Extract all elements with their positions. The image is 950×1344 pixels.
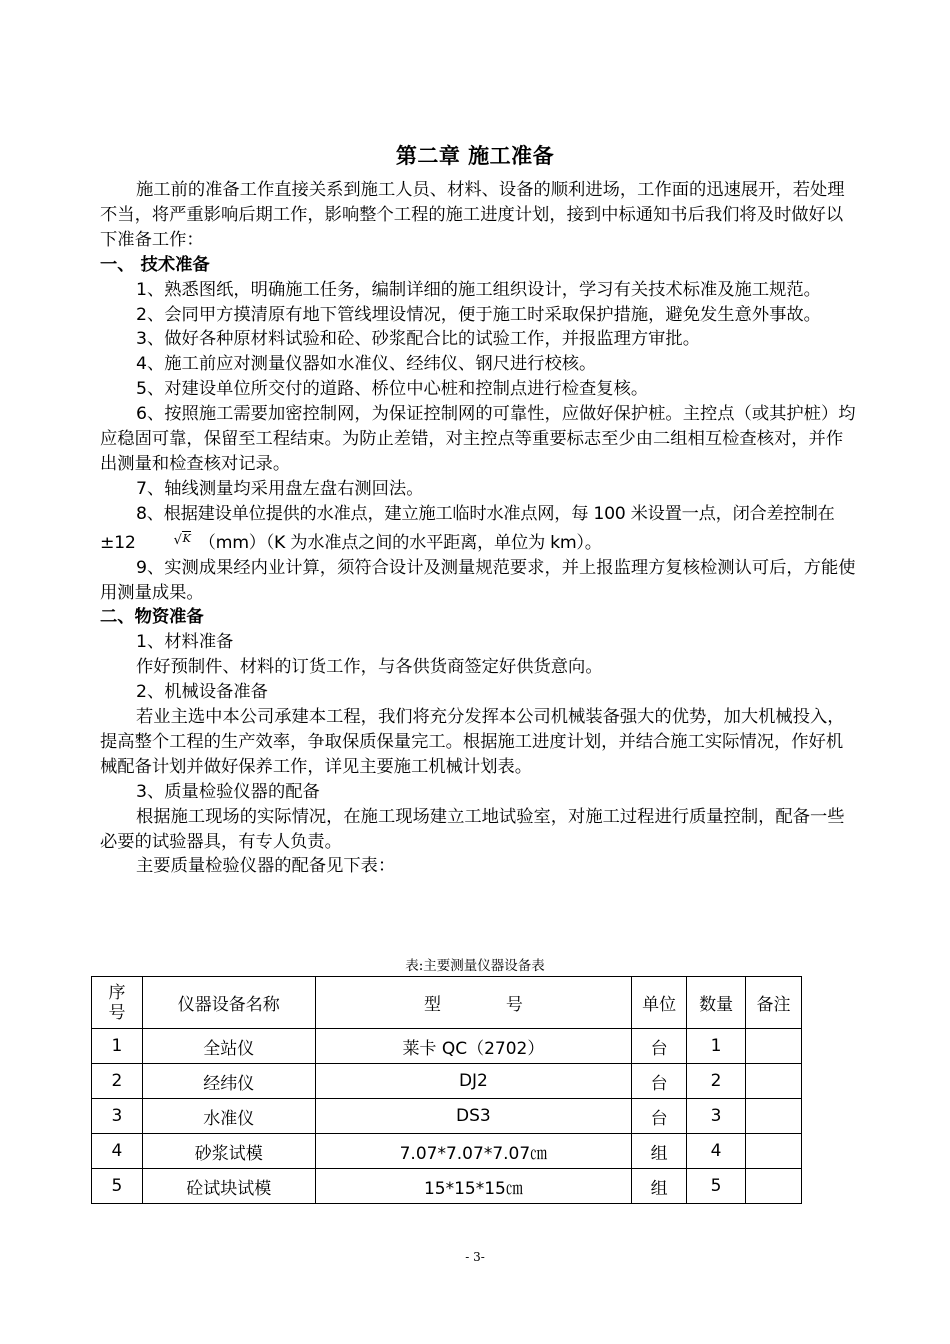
materials-sub3-text: 根据施工现场的实际情况，在施工现场建立工地试验室，对施工过程进行质量控制，配备一些必要的试验器具，有专人负责。	[100, 806, 845, 852]
cell-unit: 组	[632, 1134, 687, 1169]
tech-item-5: 5、对建设单位所交付的道路、桥位中心桩和控制点进行检查复核。	[136, 379, 649, 400]
header-remark: 备注	[746, 977, 802, 1029]
sqrt-symbol: √K	[173, 531, 191, 548]
cell-remark	[746, 1134, 802, 1169]
tech-item-7: 7、轴线测量均采用盘左盘右测回法。	[136, 478, 424, 499]
table-header-row	[92, 977, 802, 1029]
materials-sub2-title: 2、机械设备准备	[136, 682, 268, 703]
cell-quantity: 3	[687, 1099, 746, 1134]
cell-model: 7.07*7.07*7.07㎝	[315, 1134, 632, 1169]
cell-index: 3	[92, 1099, 143, 1134]
cell-name: 砼试块试模	[142, 1169, 315, 1204]
table-row	[92, 1064, 802, 1099]
header-unit: 单位	[632, 977, 687, 1029]
tech-item-3: 3、做好各种原材料试验和砼、砂浆配合比的试验工作，并报监理方审批。	[136, 329, 700, 350]
cell-quantity: 4	[687, 1134, 746, 1169]
document-body	[100, 178, 860, 879]
materials-sub3-title: 3、质量检验仪器的配备	[136, 781, 320, 802]
cell-remark	[746, 1064, 802, 1099]
sqrt-argument: K	[182, 531, 191, 545]
chapter-title: 第二章 施工准备	[395, 144, 555, 168]
header-quantity: 数量	[687, 977, 746, 1029]
section-heading-technical: 一、 技术准备	[100, 254, 210, 275]
cell-unit: 台	[632, 1029, 687, 1064]
tech-item-2: 2、会同甲方摸清原有地下管线埋设情况，便于施工时采取保护措施，避免发生意外事故。	[136, 304, 821, 325]
section-heading-materials: 二、物资准备	[100, 607, 204, 628]
materials-sub2-text: 若业主选中本公司承建本工程，我们将充分发挥本公司机械装备强大的优势，加大机械投入，提高整个工程的生产效率，争取保质保量完工。根据施工进度计划，并结合施工实际情况，作好机械配备计划并做好保养工作，详见主要施工机械计划表。	[100, 707, 845, 777]
tech-item-6: 6、按照施工需要加密控制网，为保证控制网的可靠性，应做好保护桩。主控点（或其护桩）均应稳固可靠，保留至工程结束。为防止差错，对主控点等重要标志至少由二组相互检查核对，并作出测量和检查核对记录。	[100, 404, 856, 474]
cell-remark	[746, 1169, 802, 1204]
cell-name: 经纬仪	[142, 1064, 315, 1099]
cell-name: 砂浆试模	[142, 1134, 315, 1169]
cell-model: 莱卡 QC（2702）	[315, 1029, 632, 1064]
tech-item-9: 9、实测成果经内业计算，须符合设计及测量规范要求，并上报监理方复核检测认可后，方能使用测量成果。	[100, 557, 856, 603]
page-number: - 3-	[465, 1250, 485, 1264]
cell-quantity: 2	[687, 1064, 746, 1099]
cell-index: 5	[92, 1169, 143, 1204]
header-name: 仪器设备名称	[142, 977, 315, 1029]
tech-item-4: 4、施工前应对测量仪器如水准仪、经纬仪、钢尺进行校核。	[136, 354, 597, 375]
cell-name: 水准仪	[142, 1099, 315, 1134]
cell-model: 15*15*15㎝	[315, 1169, 632, 1204]
table-row	[92, 1134, 802, 1169]
cell-remark	[746, 1099, 802, 1134]
cell-name: 全站仪	[142, 1029, 315, 1064]
materials-sub3-note: 主要质量检验仪器的配备见下表：	[136, 856, 396, 877]
intro-paragraph: 施工前的准备工作直接关系到施工人员、材料、设备的顺利进场，工作面的迅速展开，若处理不当，将严重影响后期工作，影响整个工程的施工进度计划，接到中标通知书后我们将及时做好以下准备工作：	[100, 180, 845, 250]
tech-item-8-text-a: 8、根据建设单位提供的水准点，建立施工临时水准点网，每 100 米设置一点，闭合差控制在±12	[100, 503, 835, 553]
tech-item-1: 1、熟悉图纸，明确施工任务，编制详细的施工组织设计，学习有关技术标准及施工规范。	[136, 279, 821, 300]
header-model: 型 号	[315, 977, 632, 1029]
table-row	[92, 1029, 802, 1064]
cell-model: DS3	[315, 1099, 632, 1134]
cell-quantity: 1	[687, 1029, 746, 1064]
table-caption: 表:主要测量仪器设备表	[405, 958, 545, 974]
cell-index: 4	[92, 1134, 143, 1169]
cell-model: DJ2	[315, 1064, 632, 1099]
cell-index: 1	[92, 1029, 143, 1064]
cell-remark	[746, 1029, 802, 1064]
equipment-table	[91, 976, 802, 1204]
header-index: 序 号	[92, 977, 143, 1029]
materials-sub1-text: 作好预制件、材料的订货工作，与各供货商签定好供货意向。	[136, 657, 603, 678]
cell-unit: 台	[632, 1064, 687, 1099]
table-row	[92, 1169, 802, 1204]
tech-item-8-text-b: （mm）（K 为水准点之间的水平距离，单位为 km）。	[193, 532, 602, 553]
cell-quantity: 5	[687, 1169, 746, 1204]
table-row	[92, 1099, 802, 1134]
cell-unit: 台	[632, 1099, 687, 1134]
materials-sub1-title: 1、材料准备	[136, 632, 234, 653]
cell-unit: 组	[632, 1169, 687, 1204]
cell-index: 2	[92, 1064, 143, 1099]
tech-item-8	[100, 502, 860, 556]
